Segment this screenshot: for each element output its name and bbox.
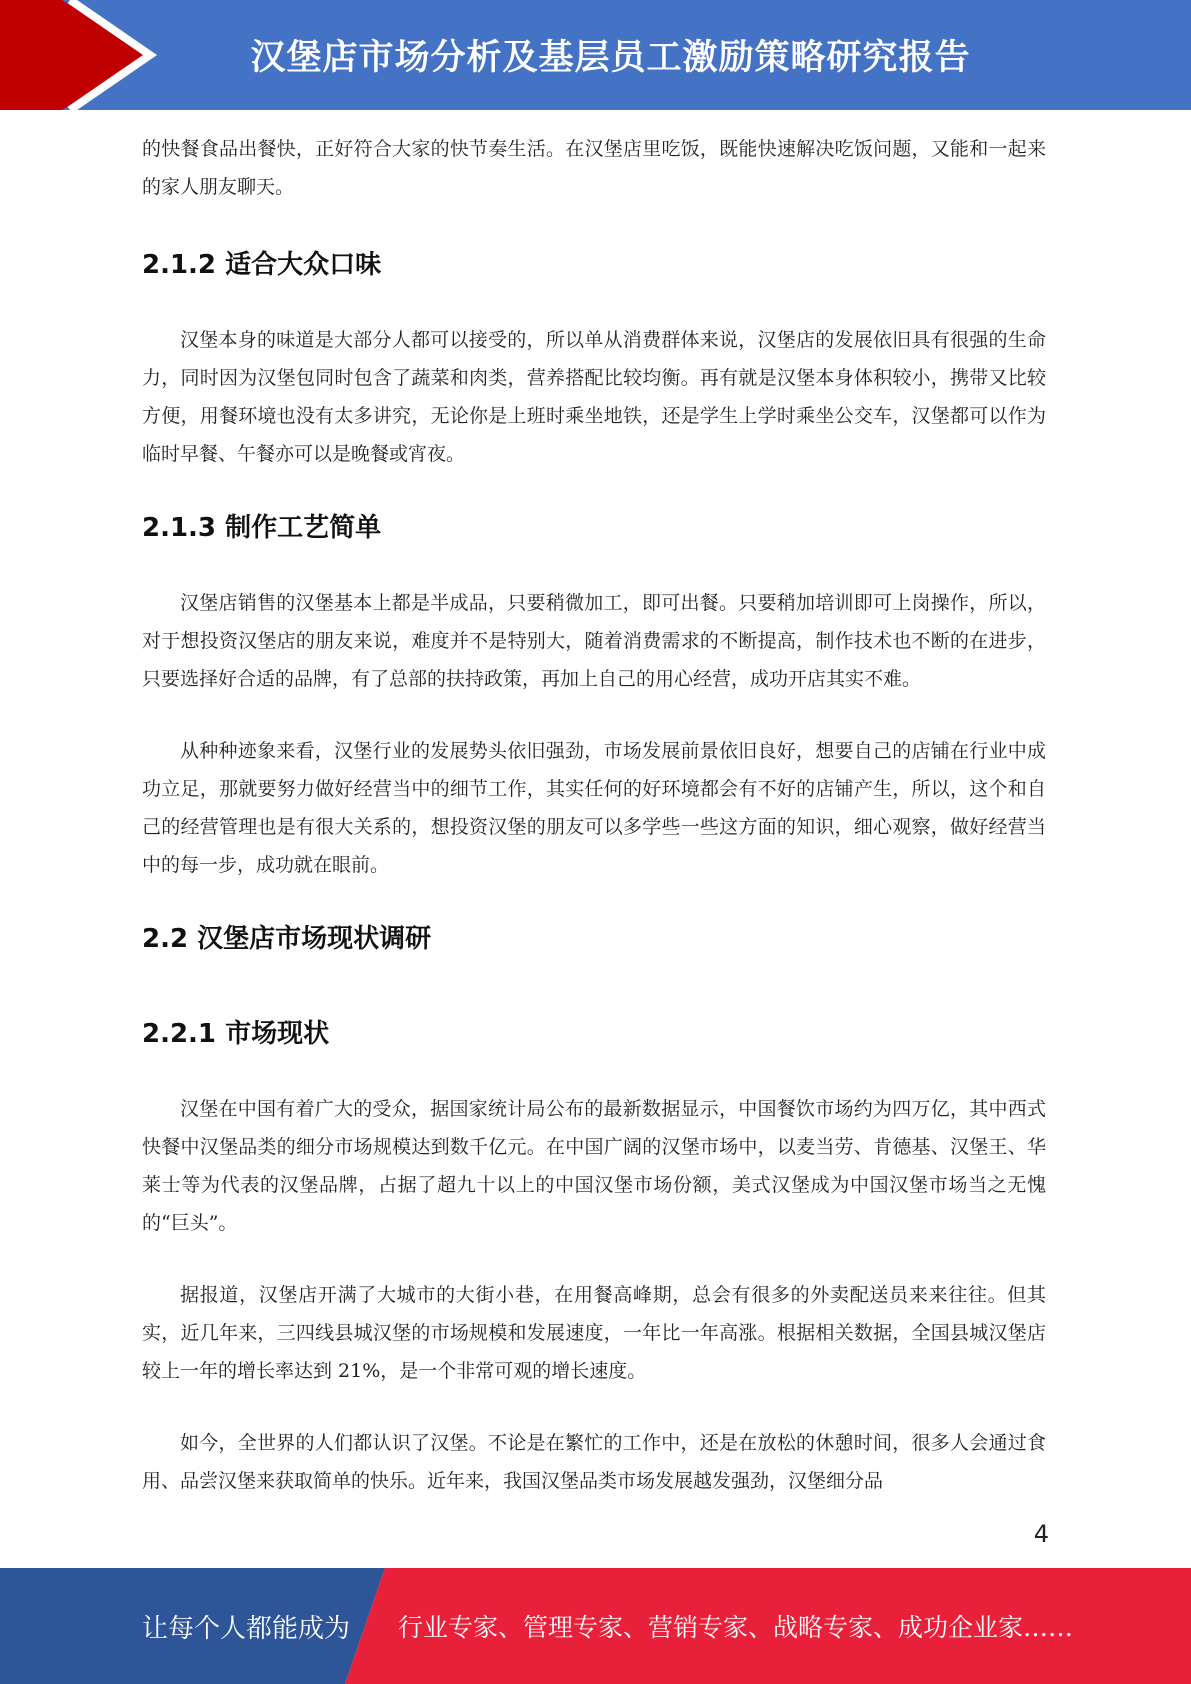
page-number: 4 [1033,1520,1049,1548]
footer-slogan-left: 让每个人都能成为 [142,1613,351,1644]
document-body [142,130,1046,1500]
report-title: 汉堡店市场分析及基层员工激励策略研究报告 [250,38,971,78]
paragraph: 汉堡本身的味道是大部分人都可以接受的，所以单从消费群体来说，汉堡店的发展依旧具有很强的生命力，同时因为汉堡包同时包含了蔬菜和肉类，营养搭配比较均衡。再有就是汉堡本身体积较小，携带又比较方便，用餐环境也没有太多讲究，无论你是上班时乘坐地铁，还是学生上学时乘坐公交车，汉堡都可以作为临时早餐、午餐亦可以是晚餐或宵夜。 [142,329,1046,465]
footer-slogan-right: 行业专家、管理专家、营销专家、战略专家、成功企业家…… [398,1613,1074,1642]
heading-2-2: 2.2 汉堡店市场现状调研 [142,924,432,954]
paragraph: 据报道，汉堡店开满了大城市的大街小巷，在用餐高峰期，总会有很多的外卖配送员来来往往。但其实，近几年来，三四线县城汉堡的市场规模和发展速度，一年比一年高涨。根据相关数据，全国县城汉堡店较上一年的增长率达到 21%，是一个非常可观的增长速度。 [142,1284,1046,1382]
paragraph: 从种种迹象来看，汉堡行业的发展势头依旧强劲，市场发展前景依旧良好，想要自己的店铺在行业中成功立足，那就要努力做好经营当中的细节工作，其实任何的好环境都会有不好的店铺产生，所以，这个和自己的经营管理也是有很大关系的，想投资汉堡的朋友可以多学些一些这方面的知识，细心观察，做好经营当中的每一步，成功就在眼前。 [142,740,1046,876]
page-header [0,0,1191,110]
paragraph: 汉堡在中国有着广大的受众，据国家统计局公布的最新数据显示，中国餐饮市场约为四万亿，其中西式快餐中汉堡品类的细分市场规模达到数千亿元。在中国广阔的汉堡市场中，以麦当劳、肯德基、汉堡王、华莱士等为代表的汉堡品牌，占据了超九十以上的中国汉堡市场份额，美式汉堡成为中国汉堡市场当之无愧的“巨头”。 [142,1098,1046,1234]
paragraph-continued: 的快餐食品出餐快，正好符合大家的快节奏生活。在汉堡店里吃饭，既能快速解决吃饭问题，又能和一起来的家人朋友聊天。 [142,138,1046,198]
page-footer [0,1568,1191,1684]
paragraph: 汉堡店销售的汉堡基本上都是半成品，只要稍微加工，即可出餐。只要稍加培训即可上岗操作，所以，对于想投资汉堡店的朋友来说，难度并不是特别大，随着消费需求的不断提高，制作技术也不断的在进步，只要选择好合适的品牌，有了总部的扶持政策，再加上自己的用心经营，成功开店其实不难。 [142,592,1046,690]
heading-2-1-3: 2.1.3 制作工艺简单 [142,513,382,543]
paragraph: 如今，全世界的人们都认识了汉堡。不论是在繁忙的工作中，还是在放松的休憩时间，很多人会通过食用、品尝汉堡来获取简单的快乐。近年来，我国汉堡品类市场发展越发强劲，汉堡细分品 [142,1432,1046,1492]
heading-2-1-2: 2.1.2 适合大众口味 [142,250,382,280]
heading-2-2-1: 2.2.1 市场现状 [142,1019,330,1049]
header-arrow-decoration [0,0,160,110]
